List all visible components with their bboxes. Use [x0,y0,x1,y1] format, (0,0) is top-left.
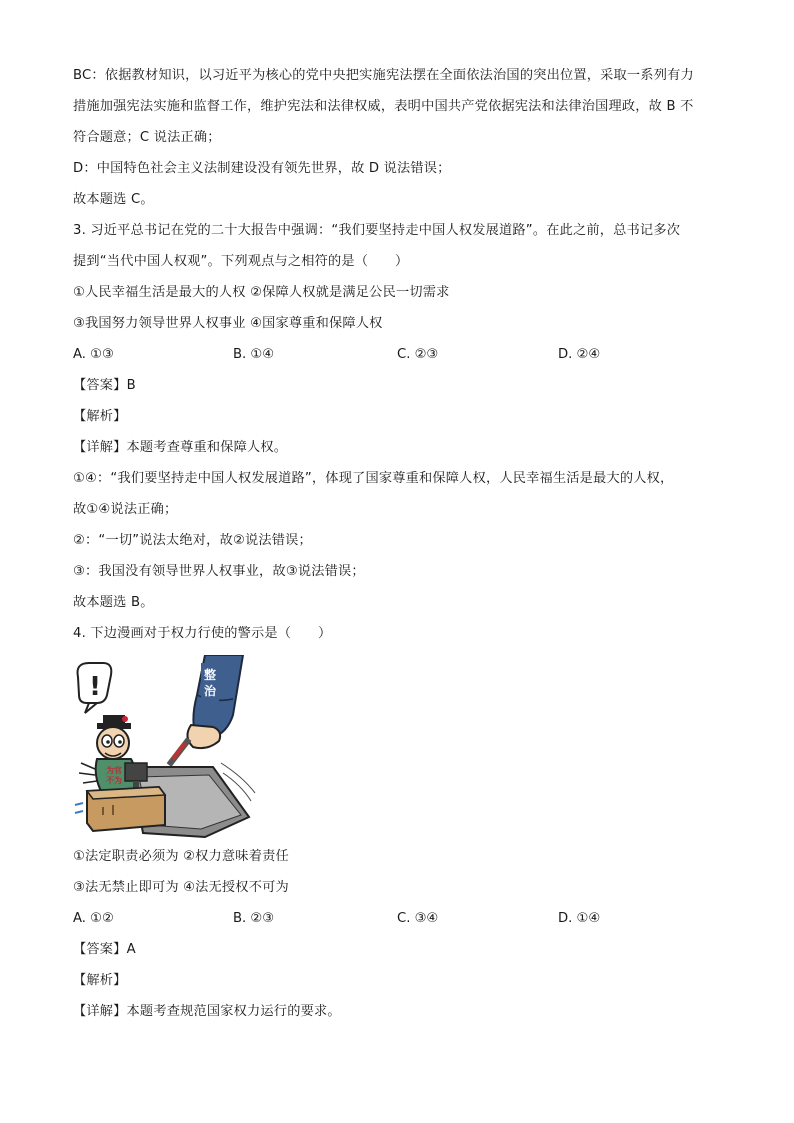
q3-statements-line-2: ③我国努力领导世界人权事业 ④国家尊重和保障人权 [73,316,383,331]
q4-stem: 4. 下边漫画对于权力行使的警示是（ ） [73,626,332,641]
answer-label: 【答案】 [73,378,127,393]
q4-detail: 【详解】本题考查规范国家权力运行的要求。 [73,1004,341,1019]
sleeve-text-2: 治 [203,684,217,698]
sleeve-text-1: 整 [203,668,217,682]
q3-analysis-label: 【解析】 [73,409,127,424]
shirt-text-2: 不为 [106,776,122,785]
answer-label: 【答案】 [73,942,127,957]
analysis-bc-line-2: 措施加强宪法实施和监督工作，维护宪法和法律权威，表明中国共产党依据宪法和法律治国理政，故 B 不 [73,99,694,114]
q4-analysis-label: 【解析】 [73,973,127,988]
analysis-bc-line-3: 符合题意；C 说法正确； [73,130,221,145]
cartoon-illustration [73,655,258,840]
q3-option-c: C. ②③ [397,347,439,362]
q3-statements-line-1: ①人民幸福生活是最大的人权 ②保障人权就是满足公民一切需求 [73,285,450,300]
q3-option-d: D. ②④ [558,347,601,362]
exclamation-bubble [77,663,111,713]
q4-answer [73,941,136,959]
q3-stem-line-2: 提到“当代中国人权观”。下列观点与之相符的是（ ） [73,254,409,269]
q4-statements-line-1: ①法定职责必须为 ②权力意味着责任 [73,849,289,864]
q3-detail: 【详解】本题考查尊重和保障人权。 [73,440,288,455]
q4-statements-line-2: ③法无禁止即可为 ④法无授权不可为 [73,880,289,895]
exclaim-text: ! [89,672,101,702]
cartoon-image [73,655,258,840]
q4-option-c: C. ③④ [397,911,439,926]
q3-explanation-1-line-2: 故①④说法正确； [73,502,178,517]
shirt-text-1: 为官 [106,766,122,775]
q3-conclusion: 故本题选 B。 [73,595,154,610]
answer-value: A [126,942,136,957]
q4-option-b: B. ②③ [233,911,275,926]
q3-explanation-1-line-1: ①④：“我们要坚持走中国人权发展道路”，体现了国家尊重和保障人权，人民幸福生活是最大的人权， [73,471,674,486]
q3-option-b: B. ①④ [233,347,275,362]
q3-explanation-2: ②：“一切”说法太绝对，故②说法错误； [73,533,312,548]
q4-option-a: A. ①② [73,911,114,926]
q3-explanation-3: ③：我国没有领导世界人权事业，故③说法错误； [73,564,365,579]
analysis-d-line: D：中国特色社会主义法制建设没有领先世界，故 D 说法错误； [73,161,451,176]
q3-answer [73,377,136,395]
answer-value: B [126,378,136,393]
analysis-bc-line-1: BC：依据教材知识，以习近平为核心的党中央把实施宪法摆在全面依法治国的突出位置，采取一系列有力 [73,68,694,83]
analysis-q2-conclusion: 故本题选 C。 [73,192,154,207]
q3-option-a: A. ①③ [73,347,114,362]
arm-sleeve [187,655,243,748]
q4-option-d: D. ①④ [558,911,601,926]
q3-stem-line-1: 3. 习近平总书记在党的二十大报告中强调：“我们要坚持走中国人权发展道路”。在此之前，总书记多次 [73,223,681,238]
